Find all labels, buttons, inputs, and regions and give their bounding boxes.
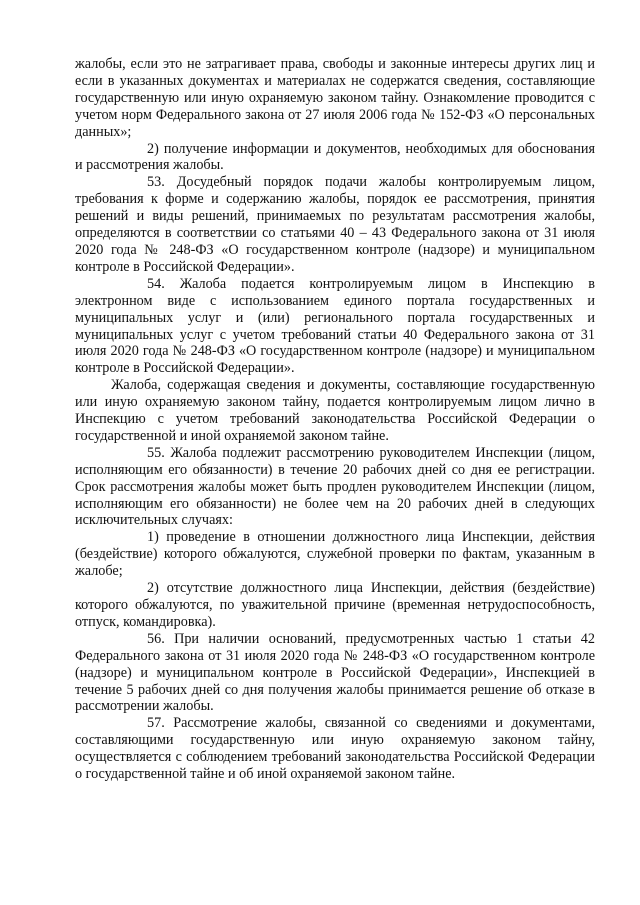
paragraph-text: жалобы, если это не затрагивает права, свободы и законные интересы других лиц и если в указанных документах и материалах не содержатся сведения, составляющие государственную или иную охраняемую законом тайну. Ознакомление проводится с учетом норм Федерального закона от 27 июля 2006 года № 152-ФЗ «О персональных данных»; bbox=[75, 56, 595, 140]
paragraph-55-item-2 bbox=[75, 580, 595, 631]
paragraph-number: 57. bbox=[147, 715, 165, 732]
paragraph-text: получение информации и документов, необходимых для обоснования и рассмотрения жалобы. bbox=[75, 140, 595, 174]
paragraph-number: 2) bbox=[147, 140, 159, 157]
paragraph-text: проведение в отношении должностного лица Инспекции, действия (бездействие) которого обжалуются, служебной проверки по фактам, указанным в жалобе; bbox=[75, 529, 595, 580]
paragraph-number: 1) bbox=[147, 529, 159, 546]
paragraph-text: Жалоба подлежит рассмотрению руководителем Инспекции (лицом, исполняющим его обязанности) в течение 20 рабочих дней со дня ее регистрации. Срок рассмотрения жалобы может быть продлен руководителем Инспекции (лицом, исполняющим его обязанности) не более чем на 20 рабочих дней в следующих исключительных случаях: bbox=[75, 444, 595, 529]
document-page bbox=[75, 56, 595, 783]
paragraph-53 bbox=[75, 174, 595, 275]
paragraph-55 bbox=[75, 445, 595, 530]
paragraph-text: отсутствие должностного лица Инспекции, действия (бездействие) которого обжалуются, по уважительной причине (временная нетрудоспособность, отпуск, командировка). bbox=[75, 580, 595, 630]
paragraph-text: Жалоба, содержащая сведения и документы, составляющие государственную или иную охраняемую законом тайну, подается контролируемым лицом лично в Инспекцию с учетом требований законодательства Российской Федерации о государственной и иной охраняемой законом тайне. bbox=[75, 377, 595, 444]
paragraph-55-item-1 bbox=[75, 529, 595, 580]
paragraph-number: 55. bbox=[147, 444, 165, 461]
paragraph-text: Рассмотрение жалобы, связанной со сведениями и документами, составляющими государственную или иную охраняемую законом тайну, осуществляется с соблюдением требований законодательства Российской Федерации о государственной тайне и об иной охраняемой законом тайне. bbox=[75, 715, 595, 783]
paragraph-text: Досудебный порядок подачи жалобы контролируемым лицом, требования к форме и содержанию жалобы, порядок ее рассмотрения, принятия решений и виды решений, принимаемых по результатам рассмотрения жалобы, определяются в соответствии со статьями 40 – 43 Федерального закона от 31 июля 2020 года № 248-ФЗ «О государственном контроле (надзоре) и муниципальном контроле в Российской Федерации». bbox=[75, 174, 596, 275]
paragraph-number: 54. bbox=[147, 275, 165, 292]
paragraph-54 bbox=[75, 276, 595, 377]
paragraph-number: 53. bbox=[147, 174, 165, 191]
paragraph-54-secret bbox=[75, 377, 595, 445]
paragraph-56 bbox=[75, 631, 595, 716]
paragraph-item-2 bbox=[75, 141, 595, 175]
paragraph-57 bbox=[75, 715, 595, 783]
paragraph-text: Жалоба подается контролируемым лицом в Инспекцию в электронном виде с использованием единого портала государственных и муниципальных услуг и (или) регионального портала государственных и муниципальных услуг с учетом требований статьи 40 Федерального закона от 31 июля 2020 года № 248-ФЗ «О государственном контроле (надзоре) и муниципальном контроле в Российской Федерации». bbox=[75, 275, 595, 377]
paragraph-number: 56. bbox=[147, 630, 165, 647]
paragraph-continuation bbox=[75, 56, 595, 141]
paragraph-number: 2) bbox=[147, 580, 159, 597]
paragraph-text: При наличии оснований, предусмотренных частью 1 статьи 42 Федерального закона от 31 июля 2020 года № 248-ФЗ «О государственном контроле (надзоре) и муниципальном контроле в Российской Федерации», Инспекцией в течение 5 рабочих дней со дня получения жалобы принимается решение об отказе в рассмотрении жалобы. bbox=[75, 630, 595, 715]
